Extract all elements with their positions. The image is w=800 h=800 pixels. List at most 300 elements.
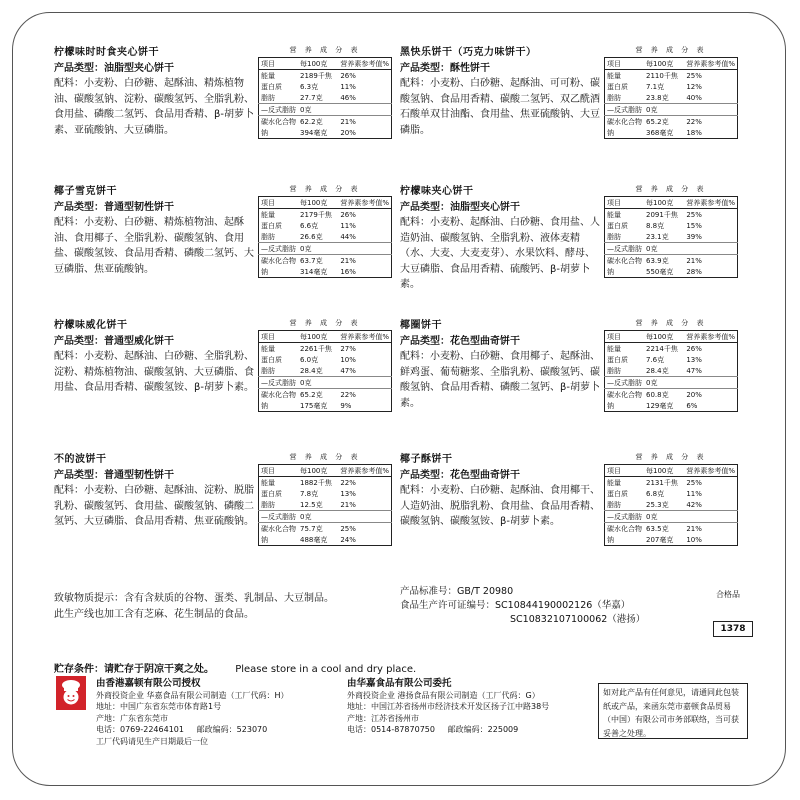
nutrient-name: 脂肪 bbox=[261, 93, 275, 102]
nutrition-header-per100g: 每100克 bbox=[644, 465, 684, 477]
nutrient-nrv: 21% bbox=[338, 116, 391, 128]
nutrition-table bbox=[258, 57, 392, 139]
nutrition-header-row bbox=[605, 58, 738, 70]
product-name: 椰圈饼干 bbox=[400, 320, 442, 331]
nutrition-header-row bbox=[259, 465, 392, 477]
nutrition-header-per100g: 每100克 bbox=[298, 331, 338, 343]
nutrient-name: 碳水化合物 bbox=[259, 389, 299, 401]
product-ingredients: 配料：小麦粉、起酥油、白砂糖、全脂乳粉、淀粉、精炼植物油、碳酸氢钠、大豆磷脂、食用盐、食品用香精、碳酸氢铵、β-胡萝卜素。 bbox=[54, 351, 254, 393]
nutrition-row bbox=[259, 377, 392, 389]
nutrient-name: 蛋白质 bbox=[261, 355, 282, 364]
nutrition-row bbox=[259, 70, 392, 82]
license-label: 食品生产许可证编号： bbox=[400, 600, 496, 611]
nutrient-nrv bbox=[338, 243, 391, 255]
nutrition-row bbox=[259, 523, 392, 535]
nutrient-amount: 314毫克 bbox=[300, 267, 328, 276]
product-block bbox=[400, 318, 740, 438]
nutrient-nrv bbox=[338, 377, 391, 389]
nutrition-header-item: 项目 bbox=[605, 465, 645, 477]
nutrition-row bbox=[605, 477, 738, 489]
nutrient-nrv: 22% bbox=[340, 478, 356, 487]
nutrient-nrv bbox=[684, 511, 737, 523]
nutrition-header-item: 项目 bbox=[259, 465, 299, 477]
nutrient-amount: 6.8克 bbox=[646, 489, 665, 498]
manufacturer-2-line-1: 外商投资企业 港扬食品有限公司制造（工厂代码：G） bbox=[347, 690, 540, 700]
nutrient-nrv: 25% bbox=[338, 523, 391, 535]
nutrient-amount: 63.5克 bbox=[644, 523, 684, 535]
nutrient-amount: 63.9克 bbox=[644, 255, 684, 267]
nutrient-amount: 25.3克 bbox=[646, 500, 669, 509]
nutrient-name: 碳水化合物 bbox=[605, 523, 645, 535]
nutrition-table-title: 营 养 成 分 表 bbox=[635, 319, 707, 327]
nutrition-row bbox=[605, 511, 738, 523]
nutrition-row bbox=[259, 81, 392, 92]
nutrient-nrv: 25% bbox=[686, 210, 702, 219]
nutrient-amount: 0克 bbox=[298, 377, 338, 389]
nutrition-row bbox=[259, 92, 392, 104]
nutrient-nrv: 18% bbox=[686, 128, 702, 137]
nutrition-header-nrv: 营养素参考值% bbox=[684, 197, 737, 209]
nutrition-row bbox=[605, 104, 738, 116]
product-ingredients: 配料：小麦粉、白砂糖、起酥油、淀粉、脱脂乳粉、碳酸氢钙、食用盐、碳酸氢钠、磷酸二氢钙、大豆磷脂、食品用香精、焦亚硫酸钠。 bbox=[54, 485, 254, 527]
nutrient-nrv: 26% bbox=[686, 344, 702, 353]
batch-code: 1378 bbox=[713, 621, 753, 637]
nutrition-row bbox=[259, 209, 392, 221]
nutrition-row bbox=[259, 400, 392, 412]
standard-number: 产品标准号：GB/T 20980 bbox=[400, 586, 514, 597]
product-block bbox=[54, 452, 394, 572]
nutrition-table bbox=[258, 196, 392, 278]
manufacturer-2 bbox=[347, 678, 592, 736]
nutrition-row bbox=[259, 511, 392, 523]
nutrient-nrv: 22% bbox=[684, 116, 737, 128]
nutrition-row bbox=[605, 70, 738, 82]
nutrient-amount: 0克 bbox=[644, 511, 684, 523]
nutrient-nrv: 46% bbox=[340, 93, 356, 102]
nutrition-row bbox=[605, 243, 738, 255]
nutrient-name: 脂肪 bbox=[261, 232, 275, 241]
nutrition-row bbox=[259, 343, 392, 355]
nutrition-row bbox=[259, 127, 392, 139]
product-block bbox=[400, 452, 740, 572]
nutrition-header-per100g: 每100克 bbox=[298, 465, 338, 477]
nutrient-name: 能量 bbox=[261, 478, 275, 487]
product-name: 柠檬味时时食夹心饼干 bbox=[54, 47, 159, 58]
product-type: 产品类型：油脂型夹心饼干 bbox=[54, 62, 174, 74]
license-1: SC10844190002126（华嘉） bbox=[495, 600, 631, 611]
nutrient-amount: 7.8克 bbox=[300, 489, 319, 498]
nutrient-amount: 7.1克 bbox=[646, 82, 665, 91]
nutrient-nrv bbox=[684, 243, 737, 255]
nutrient-name: 碳水化合物 bbox=[605, 255, 645, 267]
manufacturer-1 bbox=[96, 678, 346, 736]
nutrient-name: 钠 bbox=[607, 267, 614, 276]
nutrition-row bbox=[605, 354, 738, 365]
allergen-line-2: 此生产线也加工含有芝麻、花生制品的食品。 bbox=[54, 609, 254, 620]
nutrition-row bbox=[259, 389, 392, 401]
nutrient-name: 钠 bbox=[607, 535, 614, 544]
nutrient-amount: 6.3克 bbox=[300, 82, 319, 91]
nutrition-table-title: 营 养 成 分 表 bbox=[635, 46, 707, 54]
nutrition-table bbox=[604, 464, 738, 546]
nutrition-header-nrv: 营养素参考值% bbox=[338, 197, 391, 209]
nutrient-amount: 6.0克 bbox=[300, 355, 319, 364]
nutrition-row bbox=[605, 499, 738, 511]
nutrient-nrv bbox=[338, 511, 391, 523]
nutrient-nrv: 21% bbox=[338, 255, 391, 267]
nutrient-name: 脂肪 bbox=[607, 366, 621, 375]
standard-info bbox=[400, 585, 730, 627]
nutrient-name: 能量 bbox=[261, 344, 275, 353]
manufacturer-2-origin: 产地：江苏省扬州市 bbox=[347, 713, 419, 723]
nutrient-nrv: 13% bbox=[340, 489, 356, 498]
nutrition-header-nrv: 营养素参考值% bbox=[338, 465, 391, 477]
nutrient-nrv: 9% bbox=[340, 401, 352, 410]
product-block bbox=[400, 184, 740, 304]
nutrient-amount: 2179千焦 bbox=[300, 210, 332, 219]
nutrition-row bbox=[605, 209, 738, 221]
product-description bbox=[54, 45, 254, 138]
nutrient-name: —反式脂肪 bbox=[259, 104, 299, 116]
nutrition-table-title: 营 养 成 分 表 bbox=[289, 319, 361, 327]
product-ingredients: 配料：小麦粉、白砂糖、精炼植物油、起酥油、食用椰子、全脂乳粉、碳酸氢钠、食用盐、碳酸氢铵、食品用香精、磷酸二氢钙、大豆磷脂、焦亚硫酸钠。 bbox=[54, 217, 254, 275]
nutrient-nrv: 28% bbox=[686, 267, 702, 276]
product-ingredients: 配料：小麦粉、白砂糖、食用椰子、起酥油、鲜鸡蛋、葡萄糖浆、全脂乳粉、碳酸氢钙、碳酸氢钠、食品用香精、磷酸二氢钙、β-胡萝卜素。 bbox=[400, 351, 600, 409]
nutrient-nrv: 25% bbox=[686, 71, 702, 80]
nutrition-header-nrv: 营养素参考值% bbox=[684, 58, 737, 70]
nutrient-name: 能量 bbox=[607, 71, 621, 80]
nutrient-name: 能量 bbox=[261, 210, 275, 219]
nutrition-header-item: 项目 bbox=[605, 331, 645, 343]
manufacturer-1-address: 地址：中国广东省东莞市体育路1号 bbox=[96, 702, 222, 712]
nutrient-nrv: 26% bbox=[340, 71, 356, 80]
nutrition-row bbox=[259, 220, 392, 231]
nutrition-row bbox=[605, 81, 738, 92]
nutrient-name: 钠 bbox=[261, 267, 268, 276]
nutrient-name: 碳水化合物 bbox=[605, 116, 645, 128]
nutrition-header-row bbox=[605, 331, 738, 343]
nutrient-name: 蛋白质 bbox=[607, 489, 628, 498]
nutrient-name: 蛋白质 bbox=[607, 82, 628, 91]
nutrition-header-item: 项目 bbox=[605, 197, 645, 209]
nutrition-row bbox=[605, 255, 738, 267]
nutrition-header-row bbox=[605, 465, 738, 477]
nutrition-row bbox=[605, 343, 738, 355]
nutrient-amount: 8.8克 bbox=[646, 221, 665, 230]
nutrition-header-per100g: 每100克 bbox=[644, 197, 684, 209]
nutrient-name: 脂肪 bbox=[607, 93, 621, 102]
nutrition-row bbox=[605, 389, 738, 401]
nutrient-amount: 2110千焦 bbox=[646, 71, 678, 80]
nutrient-amount: 65.2克 bbox=[298, 389, 338, 401]
product-description bbox=[400, 452, 600, 530]
nutrition-row bbox=[259, 354, 392, 365]
nutrition-row bbox=[605, 523, 738, 535]
nutrient-nrv: 10% bbox=[686, 535, 702, 544]
nutrient-nrv: 39% bbox=[686, 232, 702, 241]
nutrition-table bbox=[258, 464, 392, 546]
nutrition-row bbox=[259, 231, 392, 243]
nutrition-row bbox=[605, 400, 738, 412]
nutrient-name: 脂肪 bbox=[607, 500, 621, 509]
nutrient-amount: 23.1克 bbox=[646, 232, 669, 241]
nutrient-amount: 63.7克 bbox=[298, 255, 338, 267]
nutrient-amount: 28.4克 bbox=[646, 366, 669, 375]
nutrition-row bbox=[259, 243, 392, 255]
nutrition-table-title: 营 养 成 分 表 bbox=[289, 453, 361, 461]
nutrient-amount: 207毫克 bbox=[646, 535, 674, 544]
nutrient-name: 蛋白质 bbox=[607, 355, 628, 364]
manufacturer-1-origin: 产地：广东省东莞市 bbox=[96, 713, 168, 723]
product-description bbox=[54, 184, 254, 277]
nutrition-row bbox=[605, 488, 738, 499]
nutrition-row bbox=[259, 104, 392, 116]
nutrient-name: 钠 bbox=[607, 401, 614, 410]
product-description bbox=[54, 452, 254, 530]
product-type: 产品类型：酥性饼干 bbox=[400, 62, 490, 74]
nutrient-nrv: 47% bbox=[340, 366, 356, 375]
nutrient-nrv: 11% bbox=[340, 82, 356, 91]
product-name: 不的波饼干 bbox=[54, 454, 107, 465]
nutrient-nrv: 11% bbox=[686, 489, 702, 498]
nutrition-table bbox=[258, 330, 392, 412]
nutrition-header-nrv: 营养素参考值% bbox=[684, 465, 737, 477]
product-block bbox=[54, 318, 394, 438]
nutrient-name: 脂肪 bbox=[261, 366, 275, 375]
nutrition-row bbox=[259, 266, 392, 278]
product-name: 柠檬味威化饼干 bbox=[54, 320, 128, 331]
nutrient-nrv bbox=[338, 104, 391, 116]
nutrient-nrv: 42% bbox=[686, 500, 702, 509]
nutrient-amount: 7.6克 bbox=[646, 355, 665, 364]
nutrient-name: 蛋白质 bbox=[607, 221, 628, 230]
storage-conditions bbox=[54, 660, 416, 675]
license-2: SC10832107100062（港扬） bbox=[510, 614, 646, 625]
nutrient-nrv: 16% bbox=[340, 267, 356, 276]
nutrition-row bbox=[605, 127, 738, 139]
nutrient-nrv: 20% bbox=[340, 128, 356, 137]
nutrient-amount: 0克 bbox=[644, 104, 684, 116]
nutrient-amount: 0克 bbox=[644, 243, 684, 255]
nutrition-header-row bbox=[605, 197, 738, 209]
nutrition-row bbox=[605, 534, 738, 546]
nutrient-name: 能量 bbox=[261, 71, 275, 80]
nutrient-name: 能量 bbox=[607, 210, 621, 219]
nutrient-amount: 6.6克 bbox=[300, 221, 319, 230]
customer-notice-box: 如对此产品有任何意见，请通同此包装纸或产品，来函东莞市嘉顿食品贸易（中国）有限公司市务部联络，当可获妥善之处理。 bbox=[598, 683, 748, 739]
nutrient-name: 能量 bbox=[607, 344, 621, 353]
nutrition-header-per100g: 每100克 bbox=[298, 58, 338, 70]
nutrition-header-row bbox=[259, 331, 392, 343]
allergen-line-1: 致敏物质提示：含有含麸质的谷物、蛋类、乳制品、大豆制品。 bbox=[54, 593, 334, 604]
product-type: 产品类型：花色型曲奇饼干 bbox=[400, 469, 520, 481]
nutrient-name: 碳水化合物 bbox=[259, 116, 299, 128]
nutrition-row bbox=[605, 231, 738, 243]
nutrition-header-row bbox=[259, 197, 392, 209]
nutrition-row bbox=[605, 220, 738, 231]
product-type: 产品类型：油脂型夹心饼干 bbox=[400, 201, 520, 213]
product-name: 黑快乐饼干（巧克力味饼干） bbox=[400, 47, 537, 58]
nutrient-nrv: 20% bbox=[684, 389, 737, 401]
nutrition-header-item: 项目 bbox=[259, 331, 299, 343]
allergen-notice bbox=[54, 591, 384, 623]
nutrient-name: 脂肪 bbox=[261, 500, 275, 509]
nutrition-table-title: 营 养 成 分 表 bbox=[289, 46, 361, 54]
product-name: 柠檬味夹心饼干 bbox=[400, 186, 474, 197]
nutrition-header-item: 项目 bbox=[259, 197, 299, 209]
nutrition-header-item: 项目 bbox=[605, 58, 645, 70]
nutrient-amount: 62.2克 bbox=[298, 116, 338, 128]
nutrient-name: 钠 bbox=[261, 535, 268, 544]
product-description bbox=[54, 318, 254, 396]
nutrition-table bbox=[604, 330, 738, 412]
nutrient-amount: 0克 bbox=[298, 511, 338, 523]
nutrient-amount: 368毫克 bbox=[646, 128, 674, 137]
nutrient-nrv: 40% bbox=[686, 93, 702, 102]
nutrient-nrv: 6% bbox=[686, 401, 698, 410]
product-ingredients: 配料：小麦粉、白砂糖、起酥油、食用椰干、人造奶油、脱脂乳粉、食用盐、食品用香精、碳酸氢钠、碳酸氢铵、β-胡萝卜素。 bbox=[400, 485, 600, 527]
nutrition-row bbox=[605, 266, 738, 278]
nutrient-nrv: 13% bbox=[686, 355, 702, 364]
nutrient-amount: 26.6克 bbox=[300, 232, 323, 241]
nutrition-row bbox=[259, 477, 392, 489]
product-name: 椰子雪克饼干 bbox=[54, 186, 117, 197]
nutrient-nrv: 15% bbox=[686, 221, 702, 230]
nutrient-amount: 12.5克 bbox=[300, 500, 323, 509]
nutrient-amount: 0克 bbox=[298, 243, 338, 255]
nutrient-nrv bbox=[684, 377, 737, 389]
nutrient-name: 能量 bbox=[607, 478, 621, 487]
product-type: 产品类型：普通型威化饼干 bbox=[54, 335, 174, 347]
nutrition-row bbox=[259, 534, 392, 546]
nutrient-nrv: 12% bbox=[686, 82, 702, 91]
storage-english: Please store in a cool and dry place. bbox=[235, 664, 417, 675]
product-block bbox=[400, 45, 740, 165]
nutrition-table-title: 营 养 成 分 表 bbox=[289, 185, 361, 193]
nutrient-amount: 60.8克 bbox=[644, 389, 684, 401]
nutrient-amount: 0克 bbox=[644, 377, 684, 389]
nutrition-row bbox=[259, 488, 392, 499]
nutrient-name: 蛋白质 bbox=[261, 489, 282, 498]
nutrient-name: 钠 bbox=[261, 128, 268, 137]
product-ingredients: 配料：小麦粉、起酥油、白砂糖、食用盐、人造奶油、碳酸氢钠、全脂乳粉、液体麦精（水、大麦、大麦麦芽）、水果饮料、酵母、大豆磷脂、食品用香精、硫酸钙、β-胡萝卜素。 bbox=[400, 217, 600, 290]
nutrition-header-row bbox=[259, 58, 392, 70]
nutrient-name: 蛋白质 bbox=[261, 82, 282, 91]
product-type: 产品类型：花色型曲奇饼干 bbox=[400, 335, 520, 347]
nutrition-header-per100g: 每100克 bbox=[298, 197, 338, 209]
nutrition-row bbox=[605, 377, 738, 389]
nutrient-name: —反式脂肪 bbox=[605, 243, 645, 255]
nutrition-table bbox=[604, 196, 738, 278]
nutrient-name: —反式脂肪 bbox=[259, 377, 299, 389]
nutrient-name: 碳水化合物 bbox=[605, 389, 645, 401]
nutrient-name: —反式脂肪 bbox=[259, 243, 299, 255]
nutrient-amount: 2189千焦 bbox=[300, 71, 332, 80]
nutrition-row bbox=[259, 116, 392, 128]
manufacturer-1-title: 由香港嘉顿有限公司授权 bbox=[96, 678, 201, 689]
nutrition-table-title: 营 养 成 分 表 bbox=[635, 185, 707, 193]
nutrient-nrv: 21% bbox=[684, 255, 737, 267]
nutrient-amount: 394毫克 bbox=[300, 128, 328, 137]
nutrient-nrv: 27% bbox=[340, 344, 356, 353]
product-type: 产品类型：普通型韧性饼干 bbox=[54, 201, 174, 213]
nutrient-name: —反式脂肪 bbox=[605, 104, 645, 116]
nutrition-row bbox=[259, 499, 392, 511]
nutrient-name: —反式脂肪 bbox=[605, 511, 645, 523]
nutrition-header-item: 项目 bbox=[259, 58, 299, 70]
brand-logo bbox=[56, 676, 86, 710]
factory-code-note: 工厂代码请见生产日期最后一位 bbox=[96, 737, 208, 746]
product-type: 产品类型：普通型韧性饼干 bbox=[54, 469, 174, 481]
nutrient-nrv: 21% bbox=[684, 523, 737, 535]
nutrient-name: 钠 bbox=[607, 128, 614, 137]
product-description bbox=[400, 318, 600, 411]
nutrient-nrv: 22% bbox=[338, 389, 391, 401]
nutrient-amount: 2131千焦 bbox=[646, 478, 678, 487]
nutrient-nrv: 11% bbox=[340, 221, 356, 230]
nutrition-table bbox=[604, 57, 738, 139]
nutrient-nrv: 25% bbox=[686, 478, 702, 487]
nutrient-amount: 175毫克 bbox=[300, 401, 328, 410]
manufacturer-2-address: 地址：中国江苏省扬州市经济技术开发区扬子江中路38号 bbox=[347, 702, 550, 712]
nutrient-nrv: 47% bbox=[686, 366, 702, 375]
nutrient-name: 碳水化合物 bbox=[259, 523, 299, 535]
nutrition-header-nrv: 营养素参考值% bbox=[684, 331, 737, 343]
nutrient-name: 蛋白质 bbox=[261, 221, 282, 230]
nutrition-row bbox=[605, 365, 738, 377]
nutrition-header-per100g: 每100克 bbox=[644, 58, 684, 70]
nutrient-nrv: 21% bbox=[340, 500, 356, 509]
nutrient-amount: 550毫克 bbox=[646, 267, 674, 276]
nutrient-name: 脂肪 bbox=[607, 232, 621, 241]
nutrition-header-nrv: 营养素参考值% bbox=[338, 58, 391, 70]
nutrient-nrv bbox=[684, 104, 737, 116]
nutrient-name: —反式脂肪 bbox=[259, 511, 299, 523]
nutrient-amount: 1882千焦 bbox=[300, 478, 332, 487]
nutrient-amount: 65.2克 bbox=[644, 116, 684, 128]
nutrient-nrv: 24% bbox=[340, 535, 356, 544]
product-block bbox=[54, 184, 394, 304]
nutrition-row bbox=[605, 116, 738, 128]
product-ingredients: 配料：小麦粉、白砂糖、起酥油、精炼植物油、碳酸氢钠、淀粉、碳酸氢钙、全脂乳粉、食用盐、磷酸二氢钙、食品用香精、β-胡萝卜素、亚硫酸钠、大豆磷脂。 bbox=[54, 78, 254, 136]
nutrient-amount: 28.4克 bbox=[300, 366, 323, 375]
nutrient-nrv: 26% bbox=[340, 210, 356, 219]
qualified-mark: 合格品 bbox=[716, 590, 740, 599]
nutrition-row bbox=[259, 255, 392, 267]
nutrient-amount: 2091千焦 bbox=[646, 210, 678, 219]
manufacturer-1-phone: 电话：0769-22464101 邮政编码：523070 bbox=[96, 725, 268, 735]
nutrient-name: 钠 bbox=[261, 401, 268, 410]
manufacturer-1-line-1: 外商投资企业 华嘉食品有限公司制造（工厂代码：H） bbox=[96, 690, 289, 700]
nutrient-amount: 27.7克 bbox=[300, 93, 323, 102]
nutrient-nrv: 10% bbox=[340, 355, 356, 364]
product-description bbox=[400, 45, 600, 138]
nutrient-amount: 488毫克 bbox=[300, 535, 328, 544]
nutrient-amount: 75.7克 bbox=[298, 523, 338, 535]
nutrient-amount: 23.8克 bbox=[646, 93, 669, 102]
product-ingredients: 配料：小麦粉、白砂糖、起酥油、可可粉、碳酸氢钠、食品用香精、碳酸二氢钙、双乙酰酒石酸单双甘油酯、食用盐、焦亚硫酸钠、大豆磷脂。 bbox=[400, 78, 600, 136]
manufacturer-2-phone: 电话：0514-87870750 邮政编码：225009 bbox=[347, 725, 519, 735]
nutrient-name: 碳水化合物 bbox=[259, 255, 299, 267]
storage-label: 贮存条件：请贮存于阴凉干爽之处。 bbox=[54, 664, 214, 675]
nutrition-table-title: 营 养 成 分 表 bbox=[635, 453, 707, 461]
nutrient-name: —反式脂肪 bbox=[605, 377, 645, 389]
nutrition-row bbox=[605, 92, 738, 104]
nutrient-amount: 129毫克 bbox=[646, 401, 674, 410]
manufacturer-2-title: 由华嘉食品有限公司委托 bbox=[347, 678, 452, 689]
nutrient-amount: 0克 bbox=[298, 104, 338, 116]
nutrient-amount: 2214千焦 bbox=[646, 344, 678, 353]
